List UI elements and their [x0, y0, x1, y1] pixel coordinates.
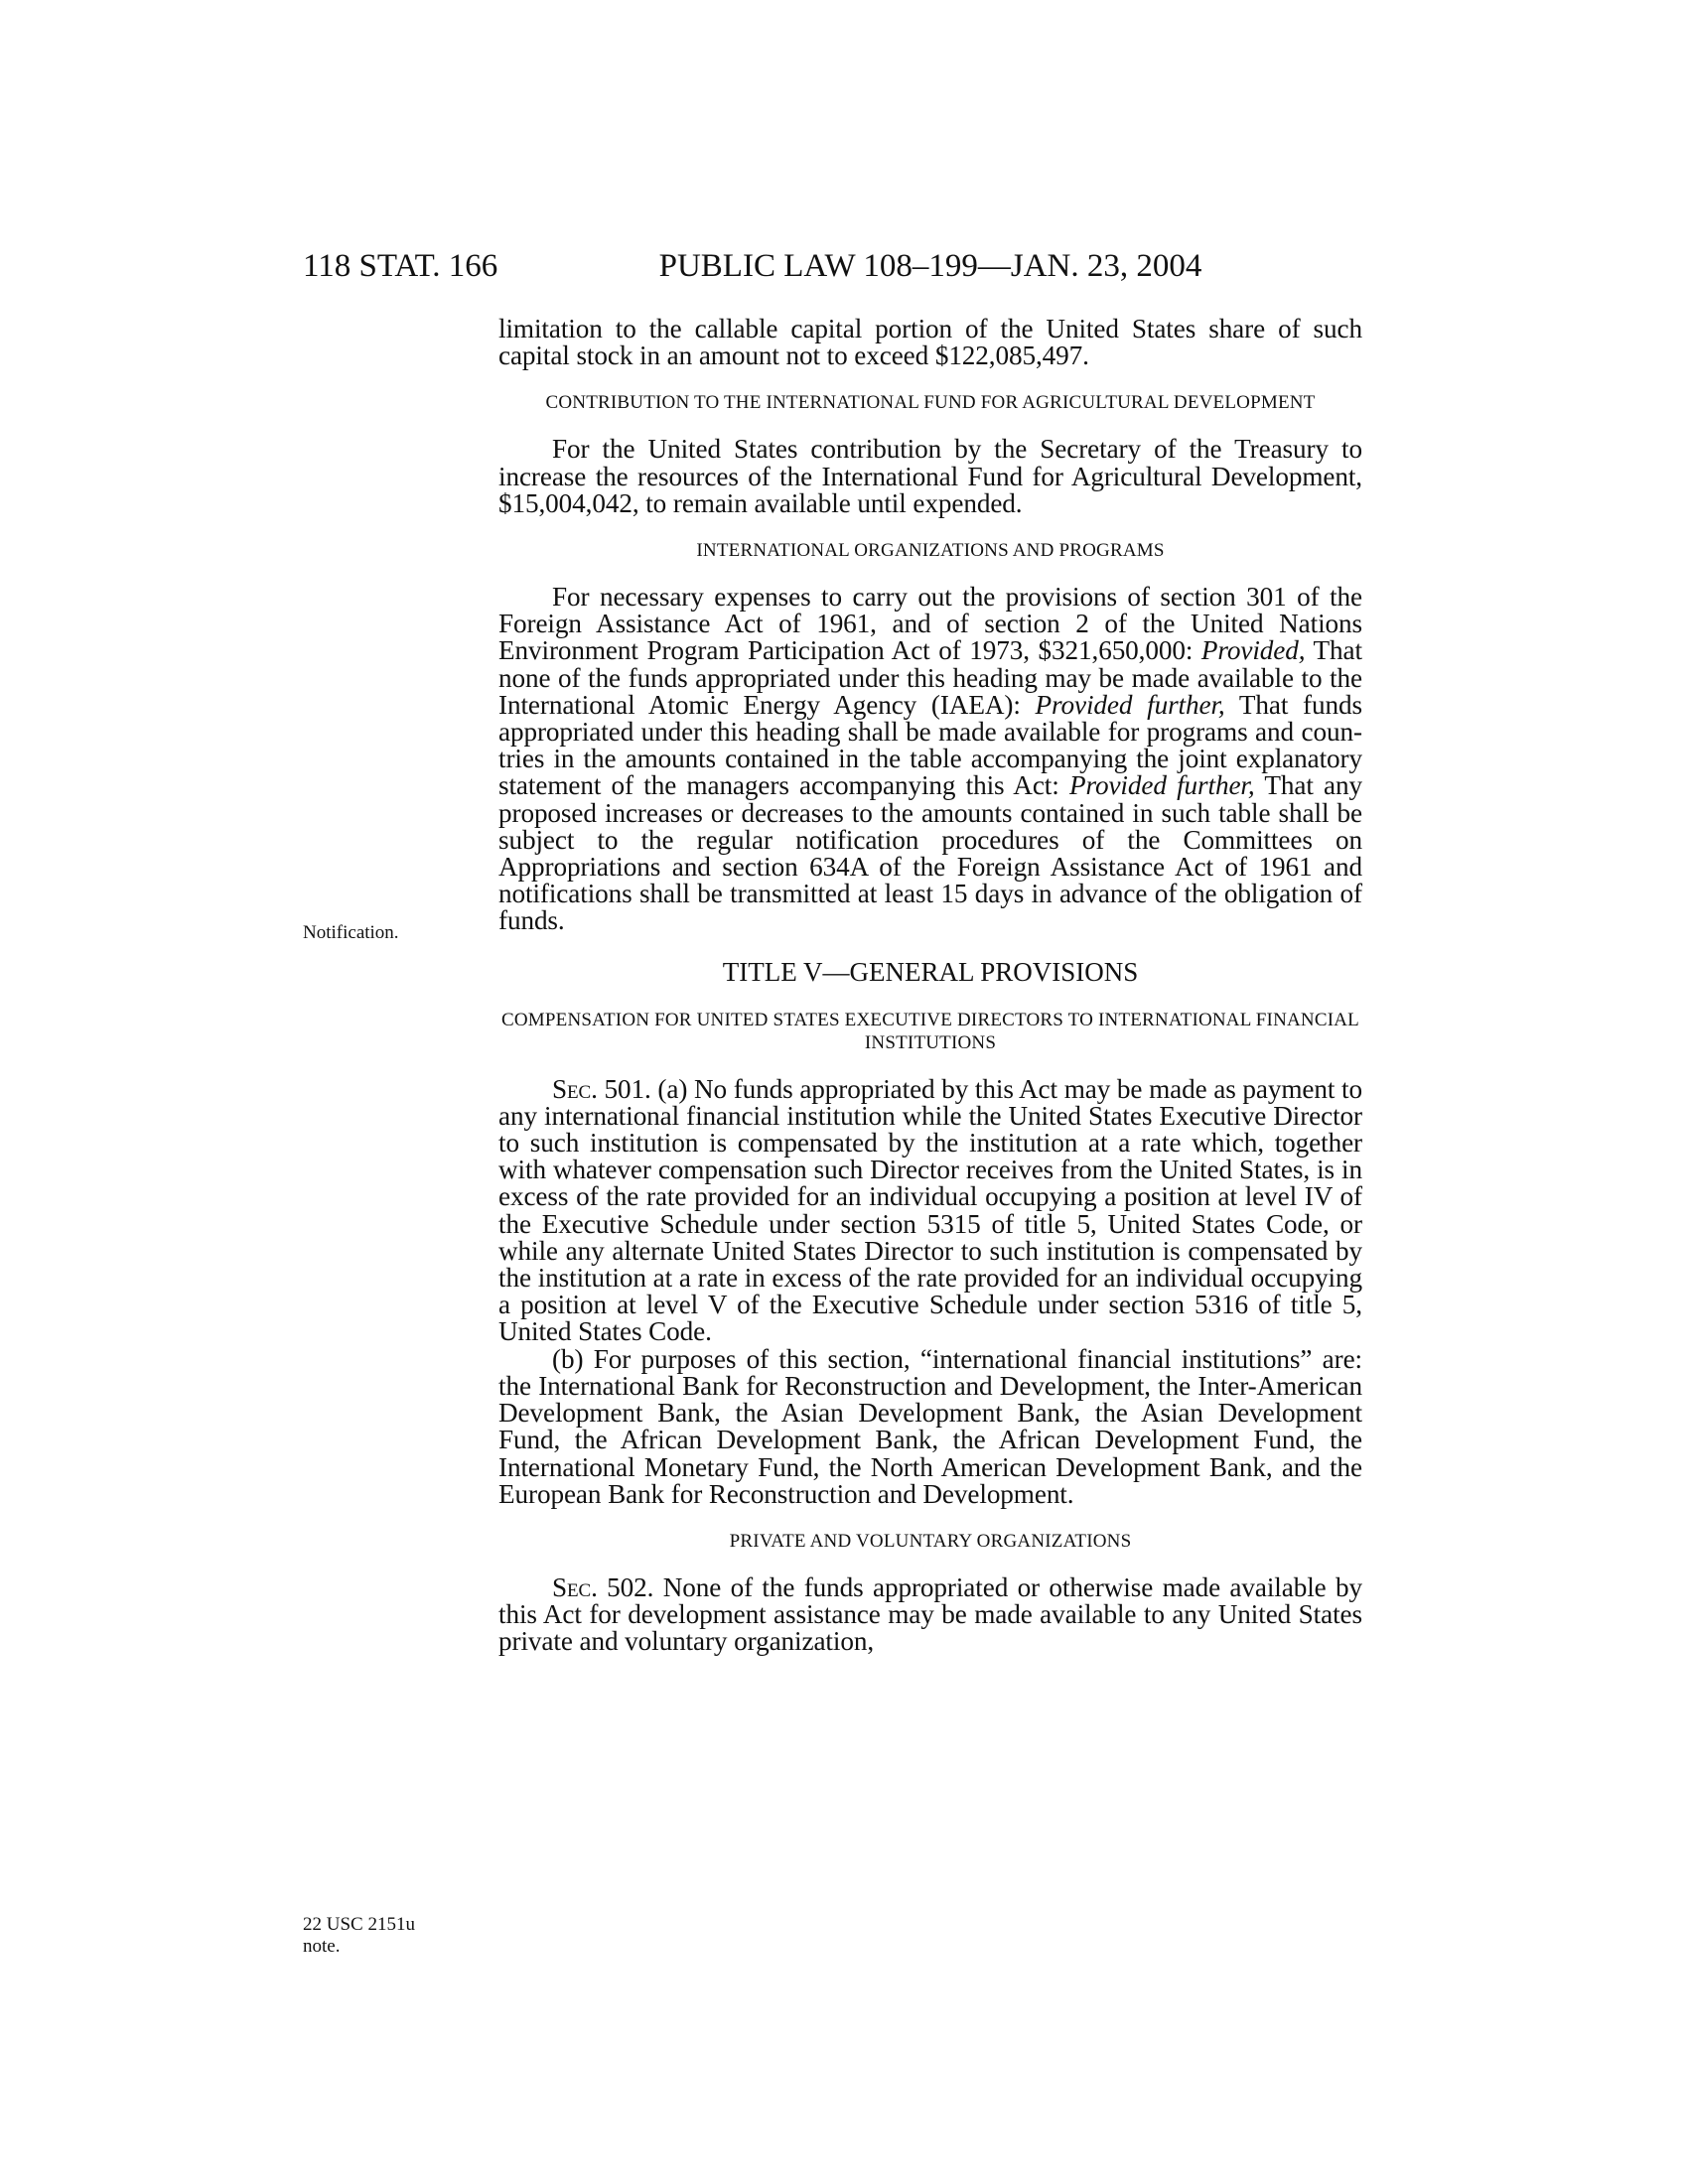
- provided-further-italic-1: Provided further,: [1035, 689, 1225, 720]
- heading-compensation: COMPENSATION FOR UNITED STATES EXECUTIVE DIRECTORS TO INTERNATIONAL FINANCIAL INSTITUTIONS: [501, 1009, 1359, 1053]
- sec-label-501: Sec.: [552, 1073, 598, 1104]
- paragraph-ifad: For the United States contribution by the Secretary of the Treasury to increase the resources of the International Fund for Agricultural Development, $15,004,042, to remain available until expended.: [498, 434, 1362, 518]
- section-501-a: [498, 1073, 1362, 1347]
- sec-label-502: Sec.: [552, 1571, 598, 1602]
- continued-paragraph: limitation to the callable capital portion of the United States share of such capital stock in an amount not to exceed $122,085,497.: [498, 314, 1362, 371]
- margin-note-usc-line1: 22 USC 2151u: [303, 1914, 415, 1935]
- margin-note-notification: Notification.: [303, 922, 399, 943]
- provided-further-italic-2: Provided further,: [1068, 770, 1255, 801]
- section-501-b: (b) For purposes of this section, “international financial institutions” are: the International Bank for Reconstruction and Development, the Inter-American Development Bank, the Asian Development Bank, the Asian Development Fund, the African Development Bank, the African Development Fund, the International Monetary Fund, the North American Development Bank, and the European Bank for Reconstruction and Development.: [498, 1343, 1362, 1509]
- section-502: [498, 1571, 1362, 1657]
- heading-ifad: CONTRIBUTION TO THE INTERNATIONAL FUND FOR AGRICULTURAL DEVELOPMENT: [545, 392, 1316, 414]
- running-header-title: PUBLIC LAW 108–199—JAN. 23, 2004: [658, 248, 1202, 284]
- iop-text-a: For necessary expenses to carry out the provisions of section 301 of the Foreign Assistance Act of 1961, and of section 2 of the United Nations Environment Program Participation Act of 1973, $321,650,000:: [498, 582, 1362, 666]
- heading-international-organizations: INTERNATIONAL ORGANIZATIONS AND PROGRAMS: [696, 540, 1165, 562]
- iop-text-c: That funds appropriated under this heading shall be made available for programs and countries in the amounts contained in the table accompanying the joint explanatory statement of the managers accompanying this Act:: [498, 689, 1362, 801]
- stat-page-number: 118 STAT. 166: [303, 248, 498, 284]
- iop-text-b: That none of the funds appropriated under this heading may be made available to the International Atomic Energy Agency (IAEA):: [498, 635, 1362, 720]
- section-501-a-text: 501. (a) No funds appropriated by this Act may be made as payment to any international financial institution while the United States Executive Director to such institution is compensated by the institution at a rate which, together with whatever compensation such Director receives from the United States, is in excess of the rate provided for an individual occupying a position at level IV of the Executive Schedule under section 5315 of title 5, United States Code, or while any alternate United States Director to such institution is compensated by the institution at a rate in excess of the rate provided for an individual occupying a position at level V of the Executive Schedule under section 5316 of title 5, United States Code.: [498, 1073, 1362, 1347]
- margin-note-usc-line2: note.: [303, 1936, 341, 1957]
- paragraph-international-organizations: [498, 584, 1362, 935]
- heading-private-voluntary: PRIVATE AND VOLUNTARY ORGANIZATIONS: [729, 1530, 1132, 1552]
- section-502-text: 502. None of the funds appropriated or otherwise made available by this Act for development assistance may be made available to any United States private and voluntary organization,: [498, 1571, 1362, 1657]
- iop-text-d: That any proposed increases or decreases to the amounts contained in such table shall be subject to the regular notification procedures of the Committees on Appropriations and section 634A of the Foreign Assistance Act of 1961 and notifications shall be transmitted at least 15 days in advance of the obligation of funds.: [498, 770, 1363, 936]
- title-v-heading: TITLE V—GENERAL PROVISIONS: [722, 956, 1139, 987]
- provided-italic: Provided,: [1200, 635, 1306, 666]
- margin-note-usc: [303, 1914, 452, 1958]
- body-column: [498, 316, 1362, 1656]
